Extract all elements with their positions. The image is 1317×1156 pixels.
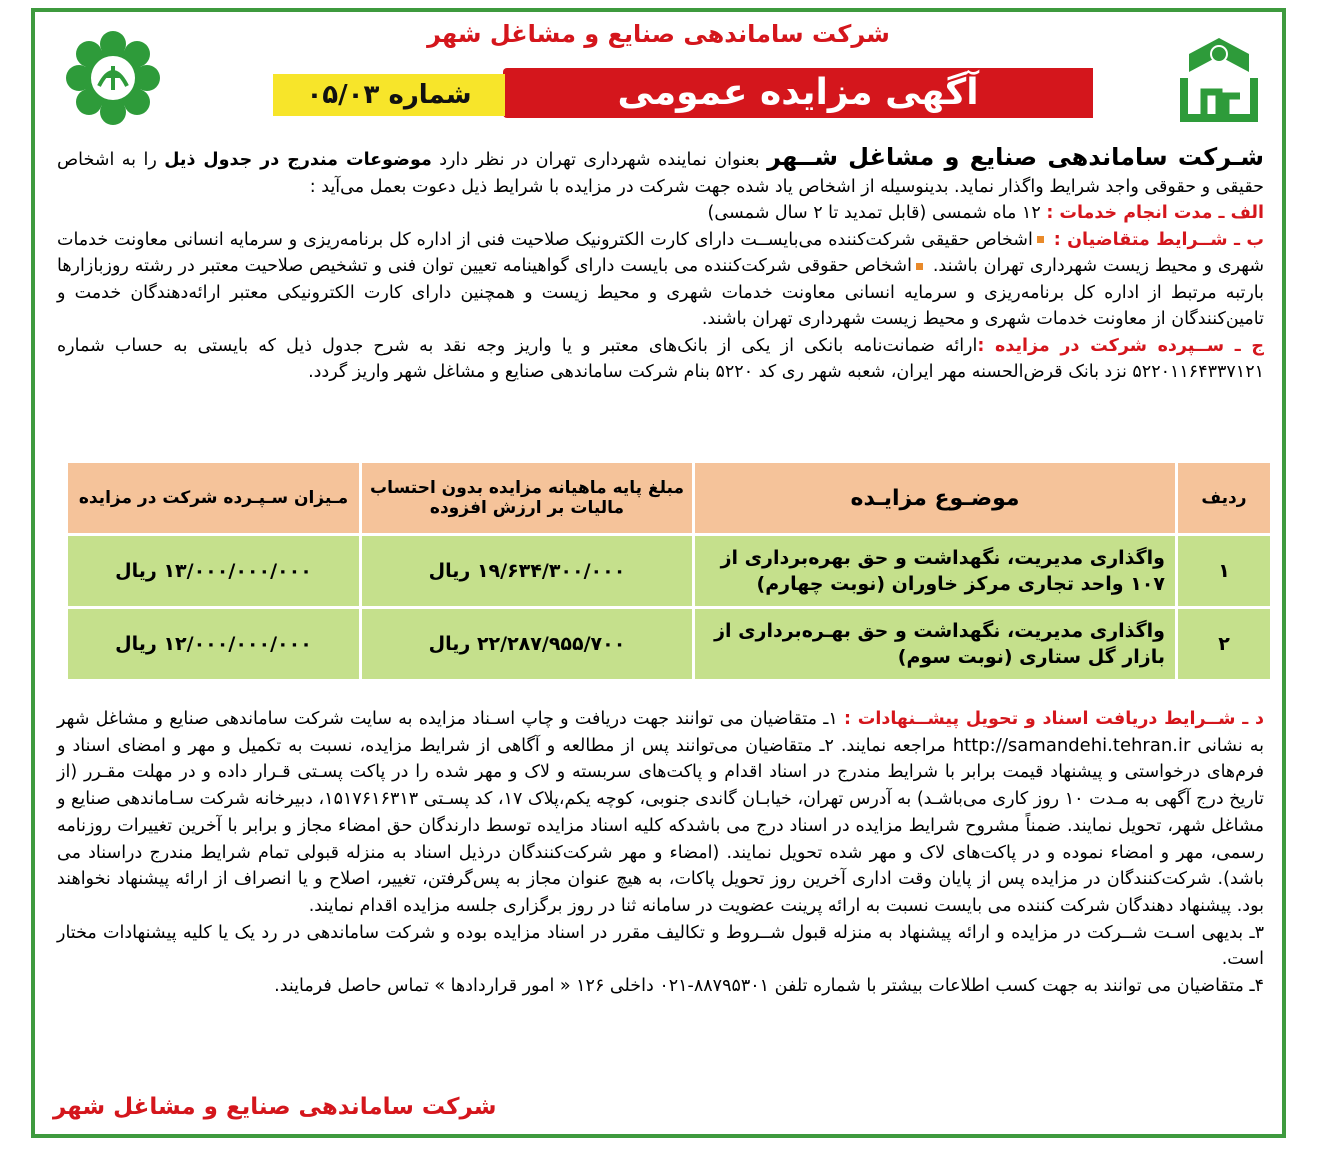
section-d-label: د ـ شــرایط دریافت اسناد و تحویل پیشــنهادات : xyxy=(844,709,1264,729)
intro-and-conditions xyxy=(57,144,1264,386)
company-name-top: شرکت ساماندهی صنایع و مشاغل شهر xyxy=(427,20,890,48)
header-base-price: مبلغ پایه ماهیانه مزایده بدون احتساب مالیات بر ارزش افزوده xyxy=(362,463,692,533)
row-deposit: ۱۳/۰۰۰/۰۰۰/۰۰۰ ریال xyxy=(68,536,359,606)
website-link[interactable]: http://samandehi.tehran.ir xyxy=(952,734,1191,756)
section-c xyxy=(57,333,1264,386)
section-c-text: ارائه ضمانت‌نامه بانکی از یکی از بانک‌های معتبر و یا واریز وجه نقد به شرح جدول ذیل که بایستی به حساب شماره ۵۲۲۰۱۱۶۴۳۳۷۱۲۱ نزد بانک قرض‌الحسنه مهر ایران، شعبه شهر ری کد ۵۲۲۰ بنام شرکت ساماندهی صنایع و مشاغل شهر واریز گردد. xyxy=(57,335,1264,382)
row-base-price: ۱۹/۶۳۴/۳۰۰/۰۰۰ ریال xyxy=(362,536,692,606)
section-b xyxy=(57,227,1264,333)
row-number: ۲ xyxy=(1178,609,1270,679)
section-b-label: ب ـ شــرایط متقاضیان : xyxy=(1053,229,1264,250)
bullet-icon xyxy=(916,263,923,270)
bullet-icon xyxy=(1037,236,1044,243)
section-b-text-2: اشخاص حقوقی شرکت‌کننده می بایست دارای گواهینامه تعیین توان فنی و تشخیص صلاحیت معتبر در رشته روزبازارها بارتبه مرتبط از اداره کل برنامه‌ریزی و سرمایه انسانی معاونت خدمات شهری و محیط زیست و همچنین دارای کارت الکترونیکی معتبر ارائه‌دهندگان خدمت و تامین‌کنندگان از معاونت خدمات شهری و محیط زیست شهرداری تهران باشند. xyxy=(57,256,1264,329)
section-d-text-1: ۱ـ متقاضیان می توانند جهت دریافت و چاپ اسـناد مزایده به سایت شرکت ساماندهی صنایع و مشاغل شهر به نشانی xyxy=(57,709,1264,756)
table-row xyxy=(68,536,1270,606)
title-banner xyxy=(273,68,1093,118)
table-header-row xyxy=(68,463,1270,533)
table-row xyxy=(68,609,1270,679)
row-subject: واگذاری مدیریت، نگهداشت و حق بهـره‌برداری از بازار گل ستاری (نوبت سوم) xyxy=(695,609,1175,679)
header-row-no: ردیف xyxy=(1178,463,1270,533)
row-base-price: ۲۲/۲۸۷/۹۵۵/۷۰۰ ریال xyxy=(362,609,692,679)
intro-bold: موضوعات مندرج در جدول ذیل xyxy=(164,150,432,170)
intro-paragraph xyxy=(57,144,1264,200)
section-a-label: الف ـ مدت انجام خدمات : xyxy=(1046,203,1264,223)
intro-company: شـرکت ساماندهی صنایع و مشاغل شــهر xyxy=(767,143,1264,171)
section-d xyxy=(57,706,1264,920)
row-subject: واگذاری مدیریت، نگهداشت و حق بهره‌برداری از ۱۰۷ واحد تجاری مرکز خاوران (نوبت چهارم) xyxy=(695,536,1175,606)
section-a xyxy=(57,200,1264,227)
intro-text-2: را به اشخاص حقیقی و حقوقی واجد شرایط واگذار نماید. بدینوسیله از اشخاص یاد شده جهت شرکت در مزایده با شرایط ذیل دعوت بعمل می‌آید : xyxy=(57,150,1264,197)
row-number: ۱ xyxy=(1178,536,1270,606)
section-d-text-2: مراجعه نمایند. ۲ـ متقاضیان می‌توانند پس از مطالعه و آگاهی از شرایط مزایده، نسبت به تکمیل و مهر و امضای اسناد و فرم‌های درخواستی و پیشنهاد قیمت برابر با شرایط مندرج در اسناد اقدام و پاکت‌های سربسته و لاک و مهر شده را در پاکت پسـتی قـرار داده و در مهلت مقـرر (از تاریخ درج آگهی به مـدت ۱۰ روز کاری می‌باشـد) به آدرس تهران، خیابـان گاندی جنوبی، کوچه یکم،پلاک ۱۷، کد پسـتی ۱۵۱۷۶۱۶۳۱۳، دبیرخانه شرکت سـاماندهی صنایع و مشاغل شهر، تحویل نمایند. ضمناً مشروح شرایط مزایده در اسناد درج می باشدکه کلیه اسناد مزایده توسط دارندگان حق امضاء مجاز و برابر با آخرین تغییرات روزنامه رسمی، مهر و امضاء نموده و در پاکت‌های لاک و مهر شده تحویل نمایند. (امضاء و مهر شرکت‌کنندگان درذیل اسناد به منزله قبولی تمام شرایط مندرج دراسناد می باشد). شرکت‌کنندگان در مزایده پس از پایان وقت اداری آخرین روز تحویل پاکات، به هیچ عنوان مجاز به پس‌گرفتن، تغییر، اصلاح و یا انصراف از ارائه پیشنهاد نخواهند بود. پیشنهاد دهندگان شرکت کننده می بایست نسبت به ارائه پرینت عضویت در سامانه ثنا در روز برگزاری جلسه مزایده اقدام نمایند. xyxy=(57,735,1265,916)
intro-text-1: بعنوان نماینده شهرداری تهران در نظر دارد xyxy=(431,150,768,170)
term-4: ۴ـ متقاضیان می توانند به جهت کسب اطلاعات بیشتر با شماره تلفن ۸۸۷۹۵۳۰۱-۰۲۱ داخلی ۱۲۶ « امور قراردادها » تماس حاصل فرمایند. xyxy=(274,976,1264,997)
header-deposit: مـیزان سـپـرده شرکت در مزایده xyxy=(68,463,359,533)
advertisement-frame xyxy=(31,8,1286,1138)
footer-company: شرکت ساماندهی صنایع و مشاغل شهر xyxy=(53,1094,497,1120)
auction-table xyxy=(65,460,1273,682)
terms-section xyxy=(57,706,1264,1000)
ad-title: آگهی مزایده عمومی xyxy=(503,68,1093,118)
term-3: ۳ـ بدیهی اسـت شــرکت در مزایده و ارائه پیشنهاد به منزله قبول شــروط و تکالیف مقرر در اسناد مزایده بوده و شرکت ساماندهی در رد یک یا کلیه پیشنهادات مختار است. xyxy=(57,922,1264,970)
ad-number: شماره ۰۵/۰۳ xyxy=(273,74,505,116)
section-b-text-1: اشخاص حقیقی شرکت‌کننده می‌بایســت دارای کارت الکترونیک صلاحیت فنی از اداره کل برنامه‌ریزی و سرمایه انسانی معاونت خدمات شهری و محیط زیست شهرداری تهران باشند. xyxy=(57,229,1264,276)
header-subject: موضـوع مزایـده xyxy=(695,463,1175,533)
samandehi-logo-icon xyxy=(1174,34,1264,128)
row-deposit: ۱۲/۰۰۰/۰۰۰/۰۰۰ ریال xyxy=(68,609,359,679)
section-c-label: ج ـ ســپرده شرکت در مزایده : xyxy=(977,335,1264,356)
section-a-text: ۱۲ ماه شمسی (قابل تمدید تا ۲ سال شمسی) xyxy=(707,203,1047,223)
